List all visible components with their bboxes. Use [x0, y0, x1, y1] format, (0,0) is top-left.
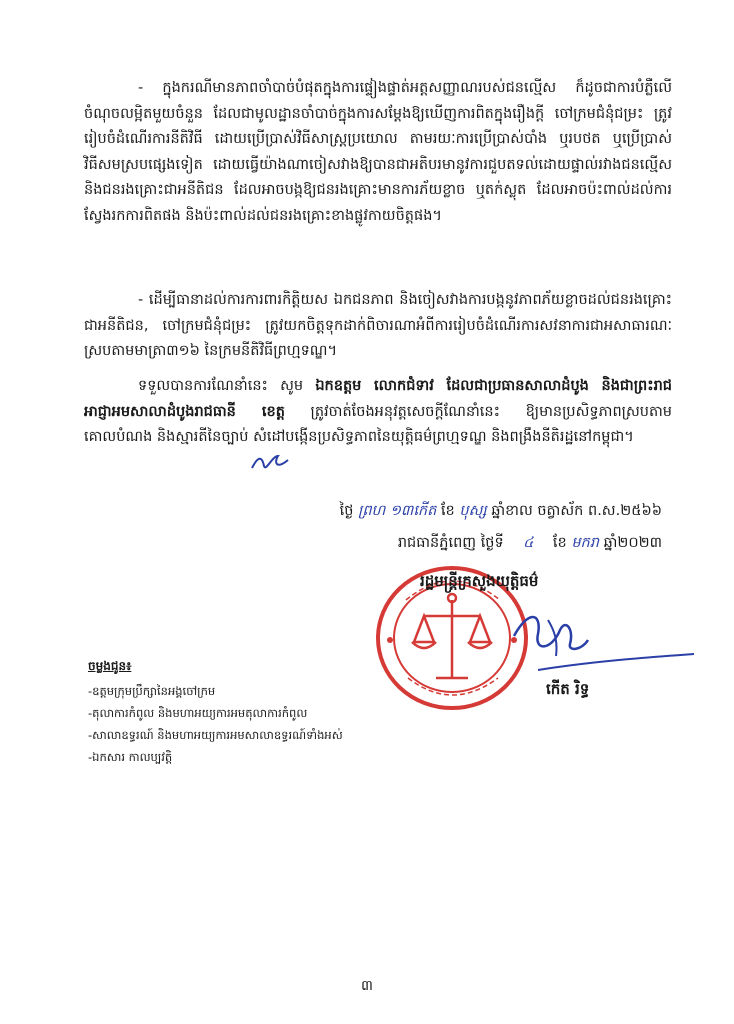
- cc-item: -សាលាឧទ្ធរណ៍ និងមហាអយ្យការអមសាលាឧទ្ធរណ៍ទាំងអស់: [88, 728, 343, 742]
- lunar-date: [340, 502, 662, 523]
- cc-list: [88, 680, 343, 768]
- paragraph-verification: - ក្នុងករណីមានភាពចាំបាច់បំផុតក្នុងការផ្ទៀងផ្ទាត់អត្តសញ្ញាណរបស់ជនល្មើស ក៏ដូចជាការបំភ្លឺលើចំណុចលម្អិតមួយចំនួន ដែលជាមូលដ្ឋានចាំបាច់ក្នុងការសម្តែងឱ្យឃើញការពិតក្នុងរឿងក្តី ចៅក្រមជំនុំជម្រះ ត្រូវរៀបចំដំណើរការនីតិវិធី ដោយប្រើប្រាស់វិធីសាស្ត្រប្រយោល តាមរយៈការប្រើប្រាស់បាំង ឬរបថត ឬប្រើប្រាស់វិធីសមស្របផ្សេងទៀត ដោយធ្វើយ៉ាងណាចៀសវាងឱ្យបានជាអតិបរមានូវការជួបតទល់ដោយផ្ទាល់រវាងជនល្មើស និងជនរងគ្រោះជាអនីតិជន ដែលអាចបង្កឱ្យជនរងគ្រោះមានការភ័យខ្លាច ឬតក់ស្លុត ដែលអាចប៉ះពាល់ដល់ការស្វែងរកការពិតផង និងប៉ះពាល់ដល់ជនរងគ្រោះខាងផ្លូវកាយចិត្តផង។: [84, 80, 672, 224]
- page-number: ៣: [361, 978, 373, 994]
- solar-month-handwritten: មករា: [571, 535, 599, 551]
- cc-item: -ឧត្តមក្រុមប្រឹក្សានៃអង្គចៅក្រម: [88, 684, 216, 698]
- instruction-addressees: ឯកឧត្តម លោកជំទាវ ដែលជាប្រធានសាលាដំបូង និងជាព្រះរាជអាជ្ញាអមសាលាដំបូងរាជធានី ខេត្ត: [84, 378, 673, 420]
- minister-title: រដ្ឋមន្ត្រីក្រសួងយុត្តិធម៌: [420, 572, 539, 590]
- solar-date: [398, 534, 662, 555]
- minister-signature: [508, 600, 698, 690]
- instruction-start: ទទួលបានការណែនាំនេះ សូម: [138, 378, 316, 394]
- paragraph-privacy: - ដើម្បីធានាដល់ការការពារកិត្តិយស ឯកជនភាព និងចៀសវាងការបង្កនូវភាពភ័យខ្លាចដល់ជនរងគ្រោះជាអនីតិជន, ចៅក្រមជំនុំជម្រះ ត្រូវយកចិត្តទុកដាក់ពិចារណាអំពីការរៀបចំដំណើរការសវនាការជាអសាធារណៈ ស្របតាមមាត្រា៣១៦ នៃក្រមនីតិវិធីព្រហ្មទណ្ឌ។: [84, 292, 672, 359]
- initials-mark: [248, 452, 292, 474]
- lunar-month-label: ខែ: [440, 503, 455, 519]
- solar-day-handwritten: ៤: [523, 535, 534, 551]
- cc-title: ចម្លងជូន៖: [88, 659, 132, 673]
- instruction-end: ត្រូវចាត់ចែងអនុវត្តសេចក្តីណែនាំនេះ ឱ្យមានប្រសិទ្ធភាពស្របតាមគោលបំណង និងស្មារតីនៃច្បាប់ សំដៅបង្កើនប្រសិទ្ធភាពនៃយុត្តិធម៌ព្រហ្មទណ្ឌ និងពង្រឹងនីតិរដ្ឋនៅកម្ពុជា។: [84, 403, 672, 445]
- cc-item: -ឯកសារ កាលប្បវត្តិ: [88, 750, 173, 764]
- cc-item: -តុលាការកំពូល និងមហាអយ្យការអមតុលាការកំពូល: [88, 706, 308, 720]
- lunar-date-prefix: ថ្ងៃ: [339, 503, 354, 519]
- lunar-day-handwritten: ព្រហ ១៣កើត: [358, 503, 437, 519]
- solar-year: ឆ្នាំ២០២៣: [603, 535, 662, 551]
- paragraph-instruction: [84, 374, 672, 451]
- solar-month-label: ខែ: [552, 535, 567, 551]
- minister-name: កើត រិទ្ធ: [546, 680, 590, 698]
- lunar-month-handwritten: បុស្ស: [459, 503, 487, 519]
- solar-date-prefix: រាជធានីភ្នំពេញ ថ្ងៃទី: [397, 535, 504, 551]
- lunar-year: ឆ្នាំខាល ចត្វាស័ក ព.ស.២៥៦៦: [491, 503, 662, 519]
